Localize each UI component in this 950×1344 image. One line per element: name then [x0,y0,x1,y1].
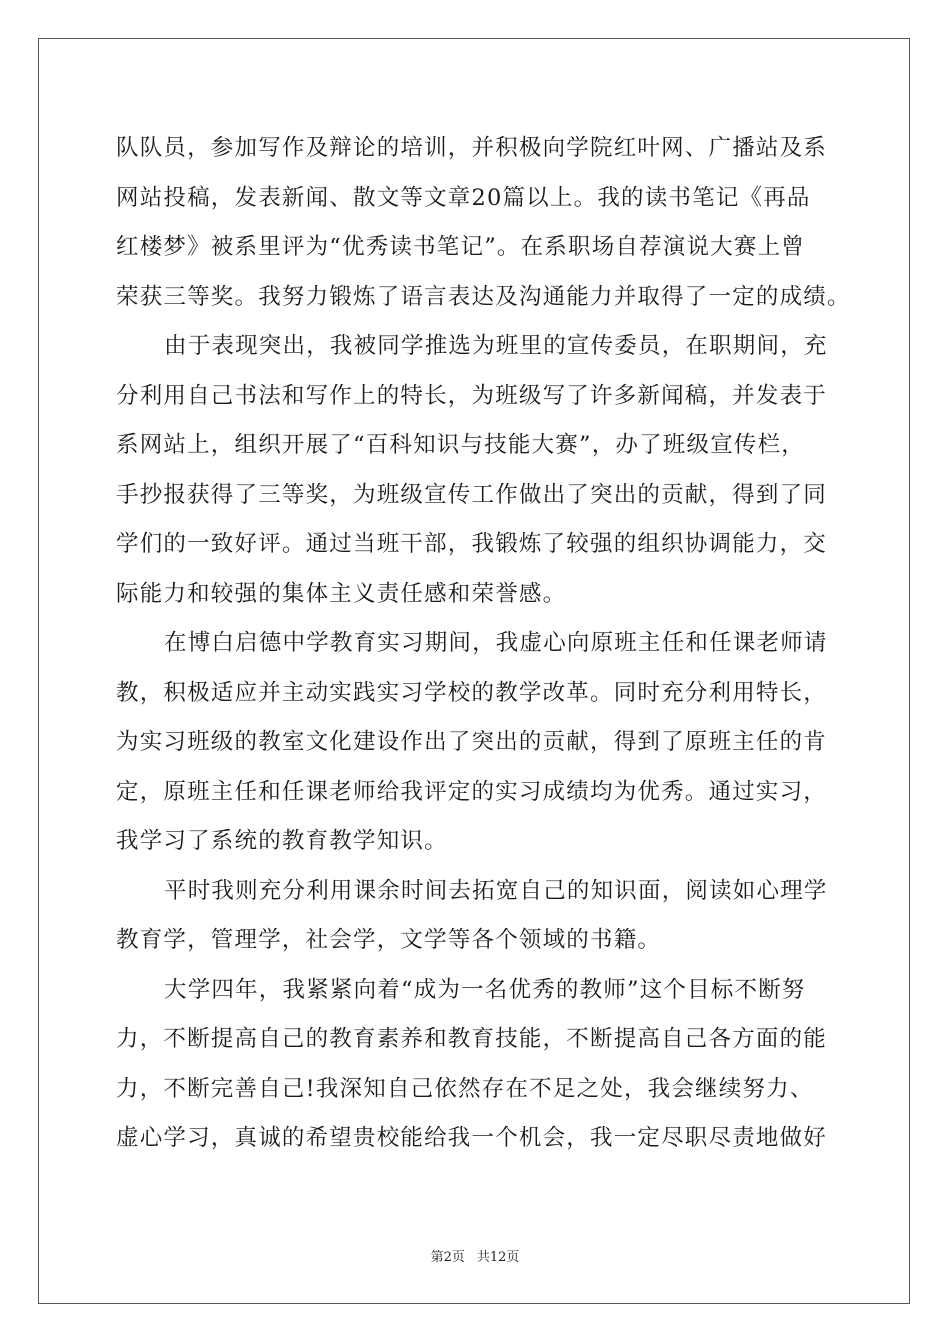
text-line: 荣获三等奖。我努力锻炼了语言表达及沟通能力并取得了一定的成绩。 [116,283,851,310]
paragraph-first-line: 平时我则充分利用课余时间去拓宽自己的知识面，阅读如心理学 [164,877,828,904]
paragraph-first-line: 大学四年，我紧紧向着“成为一名优秀的教师”这个目标不断努 [164,976,806,1003]
text-line: 力，不断完善自己!我深知自己依然存在不足之处，我会继续努力、 [116,1075,814,1102]
text-line: 网站投稿，发表新闻、散文等文章20篇以上。我的读书笔记《再品 [116,184,811,211]
text-line: 系网站上，组织开展了“百科知识与技能大赛”，办了班级宣传栏， [116,432,806,458]
paragraph-first-line: 由于表现突出，我被同学推选为班里的宣传委员，在职期间，充 [164,333,828,359]
text-line: 红楼梦》被系里评为“优秀读书笔记”。在系职场自荐演说大赛上曾 [116,234,806,260]
text-line: 手抄报获得了三等奖，为班级宣传工作做出了突出的贡献，得到了同 [116,481,828,508]
text-line: 教育学，管理学，社会学，文学等各个领域的书籍。 [116,927,662,953]
document-body [116,124,851,1164]
text-line: 定，原班主任和任课老师给我评定的实习成绩均为优秀。通过实习， [116,778,828,805]
text-line: 为实习班级的教室文化建设作出了突出的贡献，得到了原班主任的肯 [116,729,828,755]
text-line: 教，积极适应并主动实践实习学校的教学改革。同时充分利用特长， [116,679,828,706]
paragraph-first-line: 在博白启德中学教育实习期间，我虚心向原班主任和任课老师请 [164,630,828,656]
page-number: 第2页 [430,1250,465,1265]
page-total: 共12页 [476,1250,520,1265]
text-line: 学们的一致好评。通过当班干部，我锻炼了较强的组织协调能力，交 [116,531,828,557]
text-line: 队队员，参加写作及辩论的培训，并积极向学院红叶网、广播站及系 [116,135,828,161]
text-line: 际能力和较强的集体主义责任感和荣誉感。 [116,580,567,607]
text-line: 虚心学习，真诚的希望贵校能给我一个机会，我一定尽职尽责地做好 [116,1125,828,1151]
text-line: 分利用自己书法和写作上的特长，为班级写了许多新闻稿，并发表于 [116,382,828,409]
text-line: 我学习了系统的教育教学知识。 [116,828,448,854]
page-footer [0,1246,950,1265]
text-line: 力，不断提高自己的教育素养和教育技能，不断提高自己各方面的能 [116,1026,828,1052]
